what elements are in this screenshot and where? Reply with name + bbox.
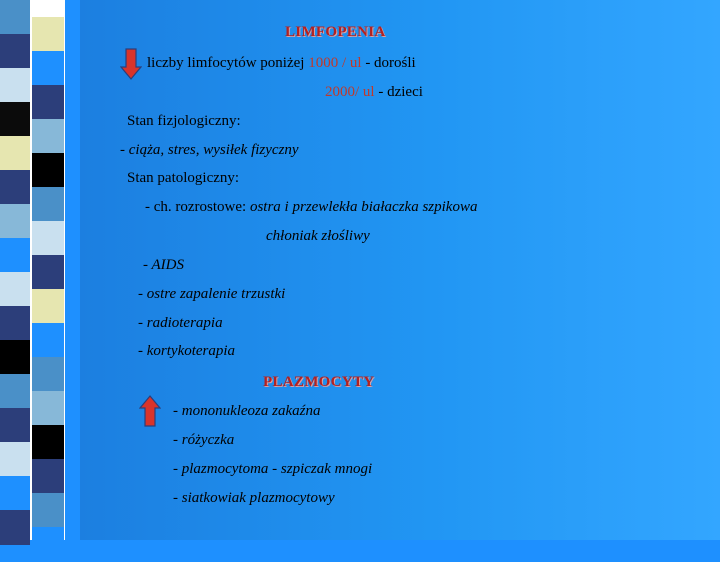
pato-item-chloniak: chłoniak złośliwy (266, 228, 370, 244)
stripe-block (32, 357, 64, 392)
stripe-block (32, 391, 64, 426)
stripe-block (0, 408, 30, 443)
stripe-block (0, 102, 30, 137)
pato-item-radioterapia: - radioterapia (138, 315, 223, 331)
stripe-block (0, 204, 30, 239)
fizjo-header: Stan fizjologiczny: (127, 113, 241, 129)
stripe-block (32, 255, 64, 290)
stripe-block (32, 119, 64, 154)
pato-header: Stan patologiczny: (127, 170, 240, 186)
stripe-block (0, 68, 30, 103)
stripe-block (0, 170, 30, 205)
stripe-block (0, 476, 30, 511)
fizjo-items: - ciąża, stres, wysiłek fizyczny (120, 142, 299, 158)
stripe-block (32, 493, 64, 528)
stripe-block (0, 374, 30, 409)
pato-item-rozrostowe: - ch. rozrostowe: ostra i przewlekła białaczka szpikowa (145, 199, 478, 215)
stripe-block (0, 306, 30, 341)
pato-item-trzustka: - ostre zapalenie trzustki (138, 286, 286, 302)
decorative-stripe (0, 0, 65, 540)
stripe-block (32, 153, 64, 188)
stripe-block (0, 34, 30, 69)
stripe-block (0, 340, 30, 375)
stripe-block (0, 442, 30, 477)
plazmo-item-siatkowiak: - siatkowiak plazmocytowy (173, 490, 335, 506)
stripe-block (32, 17, 64, 52)
plazmo-item-plazmocytoma: - plazmocytoma - szpiczak mnogi (173, 461, 373, 477)
plazmo-item-mononukleoza: - mononukleoza zakaźna (173, 403, 321, 419)
stripe-block (32, 527, 64, 562)
stripe-block (32, 459, 64, 494)
stripe-block (32, 85, 64, 120)
stripe-block (0, 272, 30, 307)
stripe-block (32, 323, 64, 358)
stripe-block (32, 221, 64, 256)
stripe-block (0, 136, 30, 171)
stripe-block (32, 51, 64, 86)
title-limfopenia: LIMFOPENIA (285, 24, 386, 40)
arrow-up-icon (139, 395, 161, 427)
stripe-block (32, 289, 64, 324)
pato-item-aids: - AIDS (143, 257, 184, 273)
stripe-block (32, 187, 64, 222)
title-plazmocyty: PLAZMOCYTY (263, 374, 375, 390)
line-limfocyty: liczby limfocytów poniżej 1000 / ul - dorośli (147, 55, 416, 71)
stripe-block (0, 0, 30, 35)
pato-item-kortykoterapia: - kortykoterapia (138, 343, 236, 359)
stripe-block (0, 238, 30, 273)
stripe-block (32, 425, 64, 460)
line-dzieci: 2000/ ul - dzieci (325, 84, 423, 100)
plazmo-item-rozyczka: - różyczka (173, 432, 235, 448)
arrow-down-icon (120, 48, 142, 80)
